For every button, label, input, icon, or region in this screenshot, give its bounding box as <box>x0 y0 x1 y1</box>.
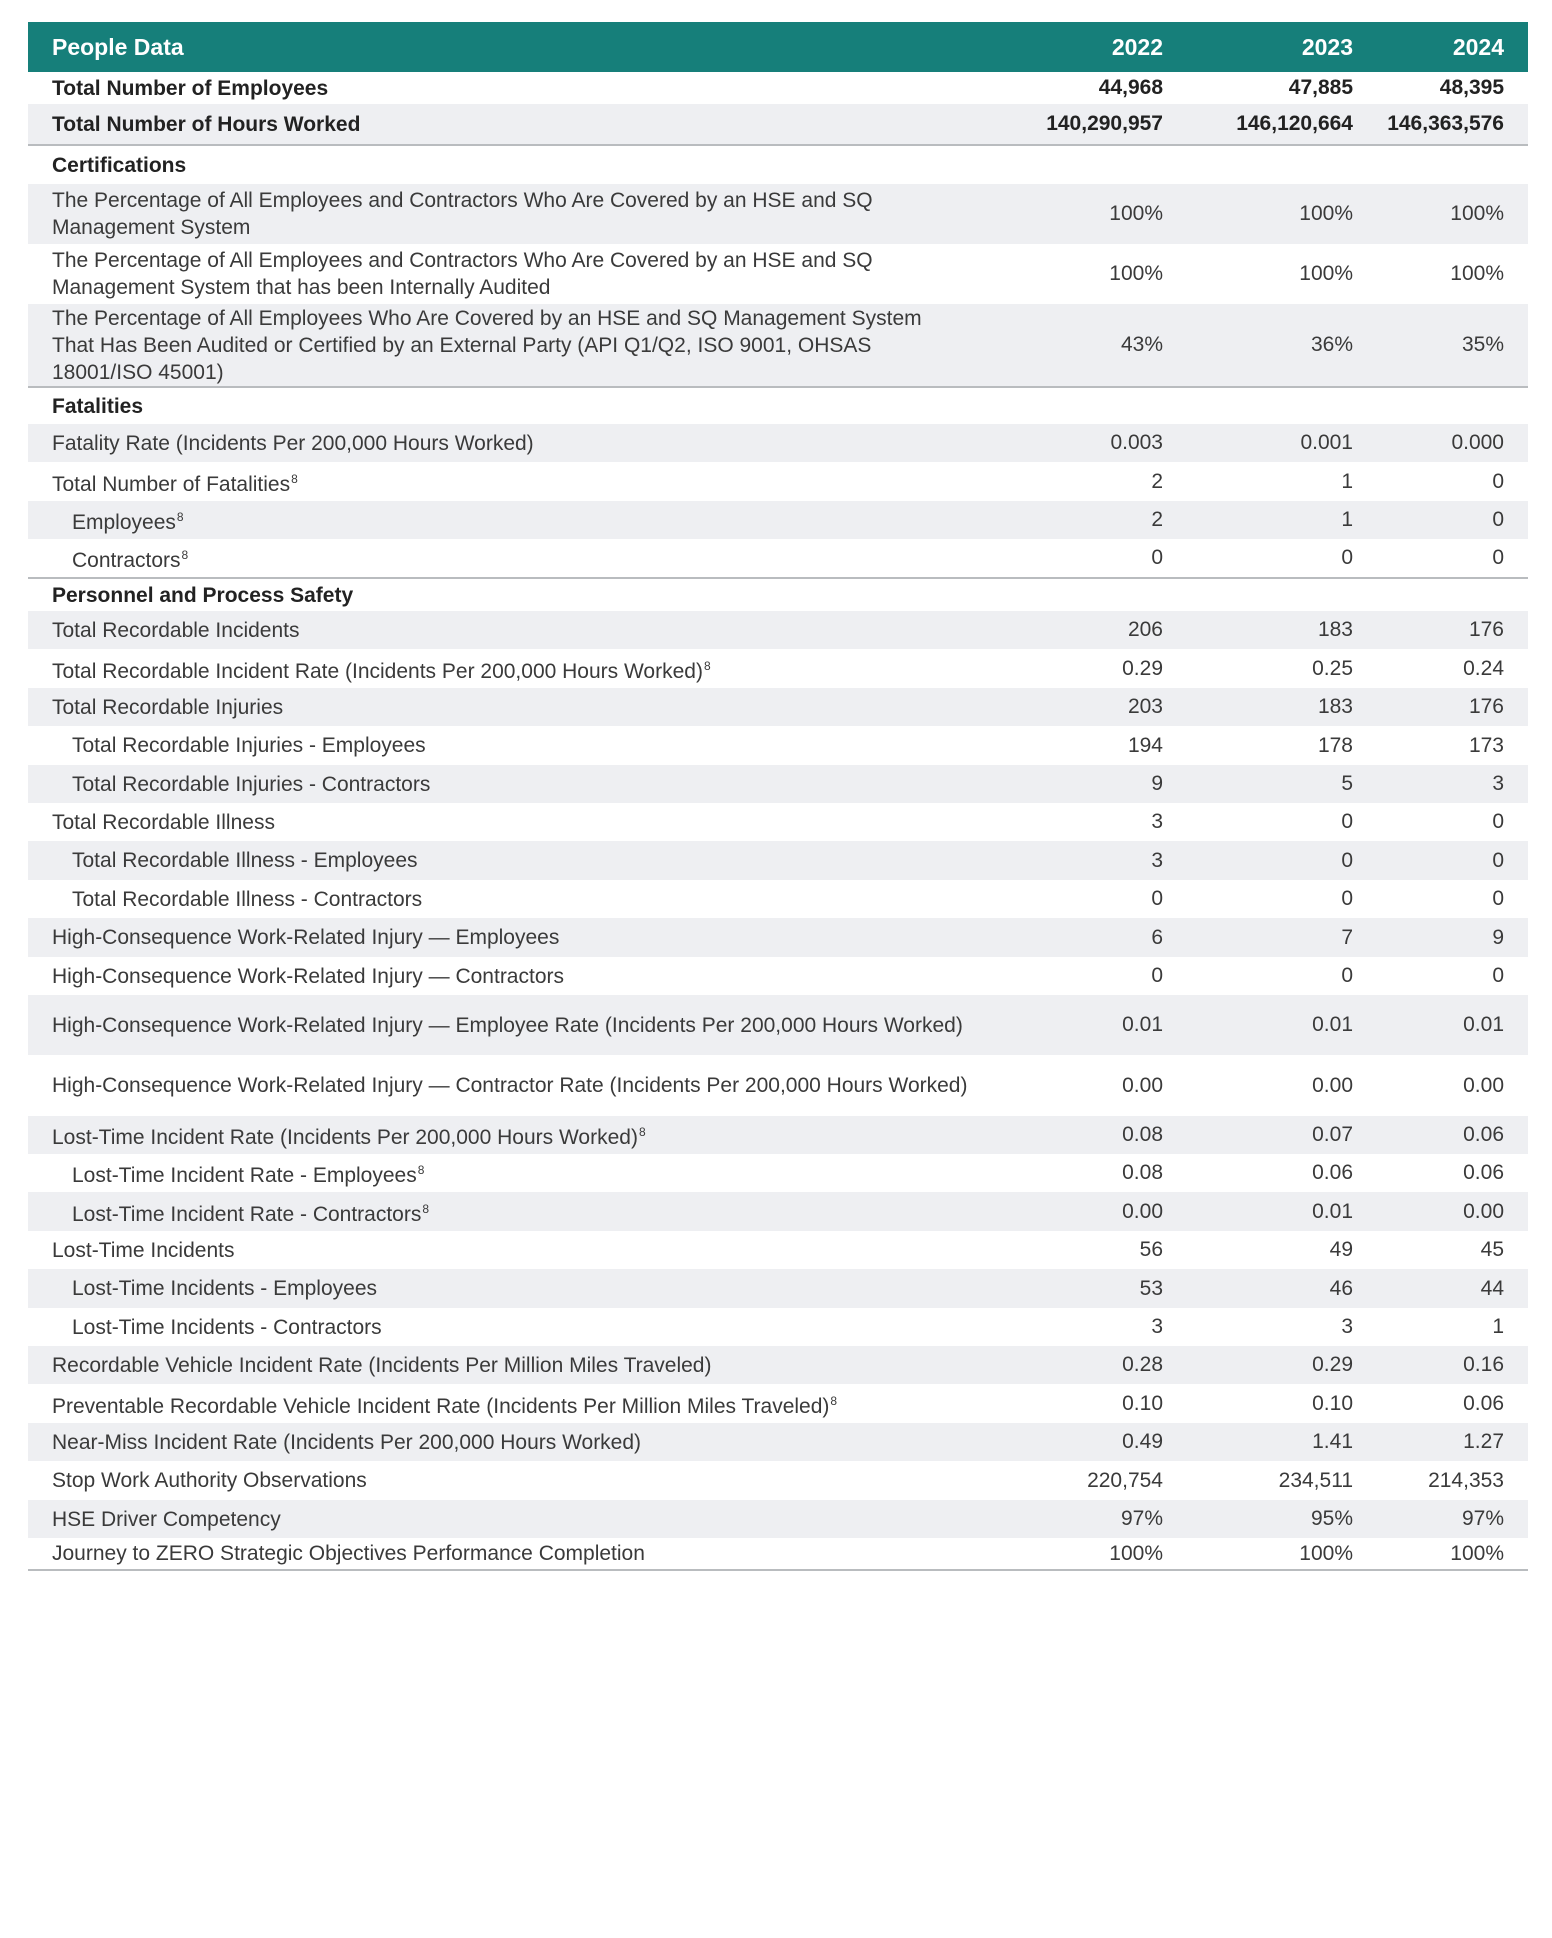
value-2022: 203 <box>1127 695 1163 718</box>
row-label-text: Recordable Vehicle Incident Rate (Incidents Per Million Miles Traveled) <box>52 1353 712 1377</box>
value-2023: 100% <box>1299 1541 1353 1565</box>
value-2024: 214,353 <box>1428 1468 1504 1492</box>
row-label-text: Lost-Time Incident Rate - Employees <box>72 1164 417 1187</box>
value-2024: 100% <box>1450 1541 1504 1565</box>
table-row <box>28 957 1528 995</box>
row-label-text: Employees <box>72 511 176 534</box>
value-2023: 47,885 <box>1288 76 1353 99</box>
value-2024: 3 <box>1492 772 1504 795</box>
section-header-fatalities <box>28 386 1528 424</box>
row-label-text: Total Recordable Illness - Employees <box>72 849 418 872</box>
table-row <box>28 1423 1528 1461</box>
value-2022: 6 <box>1151 925 1163 949</box>
people-data-table <box>28 22 1528 1571</box>
value-2022: 3 <box>1151 848 1163 872</box>
row-label-text: Total Recordable Illness - Contractors <box>72 887 423 911</box>
value-2022: 3 <box>1151 810 1163 833</box>
row-label <box>28 1314 978 1341</box>
value-2022: 0.28 <box>1122 1353 1163 1376</box>
row-label <box>28 1275 978 1302</box>
footnote-marker: 8 <box>638 1125 646 1139</box>
row-label <box>28 1012 978 1039</box>
value-2023: 0.10 <box>1312 1391 1353 1415</box>
row-label <box>28 617 978 644</box>
value-2023: 3 <box>1341 1315 1353 1338</box>
value-2024: 0.24 <box>1463 656 1504 680</box>
value-2023: 0.01 <box>1312 1013 1353 1036</box>
row-label <box>28 653 978 685</box>
value-2022: 0.08 <box>1122 1123 1163 1146</box>
value-2024: 0 <box>1492 508 1504 531</box>
section-title <box>28 582 978 609</box>
value-2024: 0 <box>1492 810 1504 833</box>
table-header-row <box>28 22 1528 72</box>
table-row <box>28 1308 1528 1346</box>
value-2023: 0.25 <box>1312 656 1353 680</box>
footnote-marker: 8 <box>181 548 189 562</box>
row-label <box>28 924 978 951</box>
table-row <box>28 995 1528 1055</box>
table-row <box>28 184 1528 244</box>
row-label-text: Lost-Time Incidents <box>52 1238 235 1262</box>
table-row <box>28 72 1528 104</box>
value-2022: 0 <box>1151 887 1163 910</box>
row-label-text: HSE Driver Competency <box>52 1507 281 1531</box>
row-label-text: Fatality Rate (Incidents Per 200,000 Hours Worked) <box>52 431 534 455</box>
row-label-text: High-Consequence Work-Related Injury — Employee Rate (Incidents Per 200,000 Hours Worked) <box>52 1013 963 1037</box>
value-2022: 53 <box>1139 1276 1163 1300</box>
value-2023: 46 <box>1329 1276 1353 1300</box>
value-2023: 0 <box>1341 546 1353 569</box>
row-label <box>28 963 978 990</box>
value-2024: 173 <box>1468 733 1504 757</box>
value-2022: 56 <box>1139 1238 1163 1261</box>
row-label <box>28 504 978 536</box>
row-label-text: The Percentage of All Employees and Contractors Who Are Covered by an HSE and SQ Management System <box>52 189 873 239</box>
row-label <box>28 809 978 836</box>
row-label <box>28 1388 978 1420</box>
value-2022: 0 <box>1151 546 1163 569</box>
year-header-2022: 2022 <box>1111 33 1163 60</box>
section-header-personnel-and-process-safety <box>28 577 1528 611</box>
value-2022: 2 <box>1151 469 1163 493</box>
row-label <box>28 1237 978 1264</box>
table-row <box>28 1154 1528 1192</box>
table-row <box>28 649 1528 688</box>
table-row <box>28 462 1528 501</box>
value-2023: 0.06 <box>1312 1161 1353 1184</box>
value-2024: 45 <box>1480 1238 1504 1261</box>
table-row <box>28 1269 1528 1308</box>
table-row <box>28 104 1528 144</box>
row-label <box>28 466 978 498</box>
value-2022: 140,290,957 <box>1046 112 1163 135</box>
value-2022: 0.49 <box>1122 1430 1163 1453</box>
table-row <box>28 1055 1528 1116</box>
row-label <box>28 732 978 759</box>
value-2023: 1 <box>1341 469 1353 493</box>
value-2022: 43% <box>1120 333 1163 356</box>
table-row <box>28 244 1528 304</box>
value-2024: 0 <box>1492 546 1504 569</box>
value-2023: 183 <box>1317 695 1353 718</box>
row-label-text: Total Number of Hours Worked <box>52 112 361 136</box>
row-label-text: Contractors <box>72 549 181 572</box>
value-2024: 1.27 <box>1463 1430 1504 1453</box>
table-row <box>28 539 1528 577</box>
value-2023: 100% <box>1299 262 1353 285</box>
row-label <box>28 542 978 574</box>
section-title <box>28 393 978 420</box>
row-label <box>28 1540 978 1567</box>
row-label-text: The Percentage of All Employees Who Are Covered by an HSE and SQ Management System That Has Been Audited or Certified by an External Party (API Q1/Q2, ISO 9001, OHSAS 18001/ISO 45001) <box>52 306 922 384</box>
row-label <box>28 305 978 386</box>
row-label-text: High-Consequence Work-Related Injury — Employees <box>52 926 560 949</box>
value-2024: 0 <box>1492 848 1504 872</box>
value-2022: 97% <box>1120 1507 1163 1530</box>
row-label-text: Certifications <box>52 153 187 177</box>
row-label-text: Lost-Time Incidents - Contractors <box>72 1315 382 1339</box>
value-2023: 0.29 <box>1312 1353 1353 1376</box>
row-label <box>28 694 978 721</box>
value-2022: 0.10 <box>1122 1391 1163 1415</box>
row-label <box>28 430 978 457</box>
value-2024: 0 <box>1492 887 1504 910</box>
row-label-text: Total Recordable Incident Rate (Incidents Per 200,000 Hours Worked) <box>52 659 703 683</box>
value-2022: 0.08 <box>1122 1161 1163 1184</box>
row-label-text: Lost-Time Incident Rate (Incidents Per 200,000 Hours Worked) <box>52 1126 638 1149</box>
row-label-text: Total Recordable Illness <box>52 810 275 834</box>
value-2022: 2 <box>1151 508 1163 531</box>
table-row <box>28 880 1528 918</box>
section-title <box>28 152 978 179</box>
value-2024: 0.06 <box>1463 1161 1504 1184</box>
table-row <box>28 803 1528 841</box>
value-2024: 0.16 <box>1463 1353 1504 1376</box>
value-2022: 44,968 <box>1098 76 1163 99</box>
row-label-text: Total Number of Fatalities <box>52 472 291 496</box>
table-row <box>28 501 1528 539</box>
table-row <box>28 1384 1528 1423</box>
year-header-2024: 2024 <box>1452 33 1504 60</box>
row-label <box>28 1352 978 1379</box>
value-2023: 0.001 <box>1300 431 1353 454</box>
value-2023: 0 <box>1341 848 1353 872</box>
value-2024: 176 <box>1468 618 1504 641</box>
value-2024: 0 <box>1492 469 1504 493</box>
table-row <box>28 1500 1528 1538</box>
value-2022: 100% <box>1109 1541 1163 1565</box>
year-header-2023: 2023 <box>1301 33 1353 60</box>
value-2023: 146,120,664 <box>1236 112 1353 135</box>
value-2024: 0.06 <box>1463 1391 1504 1415</box>
table-row <box>28 1538 1528 1571</box>
table-row <box>28 918 1528 957</box>
value-2023: 5 <box>1341 772 1353 795</box>
row-label-text: Total Recordable Injuries <box>52 695 284 719</box>
row-label-text: Personnel and Process Safety <box>52 583 354 607</box>
row-label <box>28 847 978 874</box>
row-label <box>28 1429 978 1456</box>
value-2022: 194 <box>1127 733 1163 757</box>
row-label <box>28 1196 978 1228</box>
value-2023: 183 <box>1317 618 1353 641</box>
value-2023: 178 <box>1317 733 1353 757</box>
value-2024: 0.000 <box>1451 431 1504 454</box>
row-label-text: Lost-Time Incidents - Employees <box>72 1277 378 1300</box>
row-label <box>28 187 978 241</box>
value-2022: 100% <box>1109 262 1163 285</box>
value-2024: 0.06 <box>1463 1123 1504 1146</box>
value-2024: 0.00 <box>1463 1199 1504 1223</box>
row-label <box>28 1506 978 1533</box>
value-2024: 0.01 <box>1463 1013 1504 1036</box>
table-body <box>28 72 1528 1571</box>
table-row <box>28 765 1528 803</box>
row-label <box>28 1119 978 1151</box>
value-2023: 0.01 <box>1312 1199 1353 1223</box>
value-2023: 49 <box>1329 1238 1353 1261</box>
row-label <box>28 771 978 798</box>
row-label-text: Total Number of Employees <box>52 76 329 100</box>
value-2023: 0.00 <box>1312 1073 1353 1097</box>
row-label <box>28 886 978 913</box>
row-label <box>28 111 978 138</box>
value-2024: 9 <box>1492 925 1504 949</box>
table-row <box>28 304 1528 386</box>
table-row <box>28 1116 1528 1154</box>
row-label-text: Preventable Recordable Vehicle Incident Rate (Incidents Per Million Miles Traveled) <box>52 1394 830 1418</box>
value-2023: 95% <box>1310 1507 1353 1530</box>
row-label-text: High-Consequence Work-Related Injury — Contractors <box>52 964 564 988</box>
table-row <box>28 424 1528 462</box>
row-label-text: Total Recordable Incidents <box>52 618 300 642</box>
value-2022: 9 <box>1151 772 1163 795</box>
value-2023: 0 <box>1341 964 1353 987</box>
value-2023: 100% <box>1299 202 1353 225</box>
footnote-marker: 8 <box>417 1163 425 1177</box>
value-2024: 176 <box>1468 695 1504 718</box>
row-label-text: The Percentage of All Employees and Contractors Who Are Covered by an HSE and SQ Management System that has been Internally Audited <box>52 249 873 299</box>
table-row <box>28 726 1528 765</box>
value-2022: 0.00 <box>1122 1199 1163 1223</box>
value-2022: 0.29 <box>1122 656 1163 680</box>
value-2022: 0.01 <box>1122 1013 1163 1036</box>
value-2023: 234,511 <box>1278 1468 1353 1492</box>
value-2023: 1 <box>1341 508 1353 531</box>
value-2024: 97% <box>1461 1507 1504 1530</box>
value-2024: 100% <box>1450 262 1504 285</box>
value-2023: 7 <box>1341 925 1353 949</box>
value-2023: 0 <box>1341 887 1353 910</box>
row-label-text: Near-Miss Incident Rate (Incidents Per 200,000 Hours Worked) <box>52 1430 642 1454</box>
row-label <box>28 1157 978 1189</box>
value-2022: 0 <box>1151 964 1163 987</box>
value-2024: 35% <box>1461 333 1504 356</box>
value-2024: 100% <box>1450 202 1504 225</box>
row-label <box>28 75 978 102</box>
row-label-text: Total Recordable Injuries - Employees <box>72 734 426 757</box>
footnote-marker: 8 <box>291 471 298 486</box>
value-2023: 0.07 <box>1312 1123 1353 1146</box>
section-header-certifications <box>28 144 1528 184</box>
footnote-marker: 8 <box>703 658 711 673</box>
table-row <box>28 1461 1528 1500</box>
value-2022: 3 <box>1151 1315 1163 1338</box>
table-row <box>28 611 1528 649</box>
table-title: People Data <box>52 33 184 60</box>
row-label-text: Stop Work Authority Observations <box>52 1469 367 1492</box>
value-2022: 0.00 <box>1122 1073 1163 1097</box>
value-2024: 48,395 <box>1439 76 1504 99</box>
footnote-marker: 8 <box>176 510 184 524</box>
value-2022: 100% <box>1109 202 1163 225</box>
value-2024: 1 <box>1492 1315 1504 1338</box>
value-2023: 36% <box>1310 333 1353 356</box>
row-label-text: Fatalities <box>52 394 144 418</box>
table-row <box>28 1231 1528 1269</box>
row-label <box>28 1467 978 1494</box>
table-row <box>28 1346 1528 1384</box>
table-row <box>28 688 1528 726</box>
value-2024: 0 <box>1492 964 1504 987</box>
table-row <box>28 841 1528 880</box>
value-2022: 0.003 <box>1110 431 1163 454</box>
row-label-text: Journey to ZERO Strategic Objectives Performance Completion <box>52 1542 645 1565</box>
table-row <box>28 1192 1528 1231</box>
value-2022: 220,754 <box>1087 1468 1163 1492</box>
value-2023: 0 <box>1341 810 1353 833</box>
row-label-text: Total Recordable Injuries - Contractors <box>72 772 431 796</box>
row-label-text: Lost-Time Incident Rate - Contractors <box>72 1202 422 1226</box>
value-2024: 146,363,576 <box>1387 112 1504 135</box>
value-2024: 0.00 <box>1463 1073 1504 1097</box>
row-label <box>28 247 978 301</box>
row-label <box>28 1072 978 1099</box>
footnote-marker: 8 <box>830 1393 838 1408</box>
footnote-marker: 8 <box>422 1201 430 1216</box>
value-2024: 44 <box>1480 1276 1504 1300</box>
value-2023: 1.41 <box>1312 1430 1353 1453</box>
row-label-text: High-Consequence Work-Related Injury — Contractor Rate (Incidents Per 200,000 Hours Worked) <box>52 1074 968 1097</box>
value-2022: 206 <box>1127 618 1163 641</box>
